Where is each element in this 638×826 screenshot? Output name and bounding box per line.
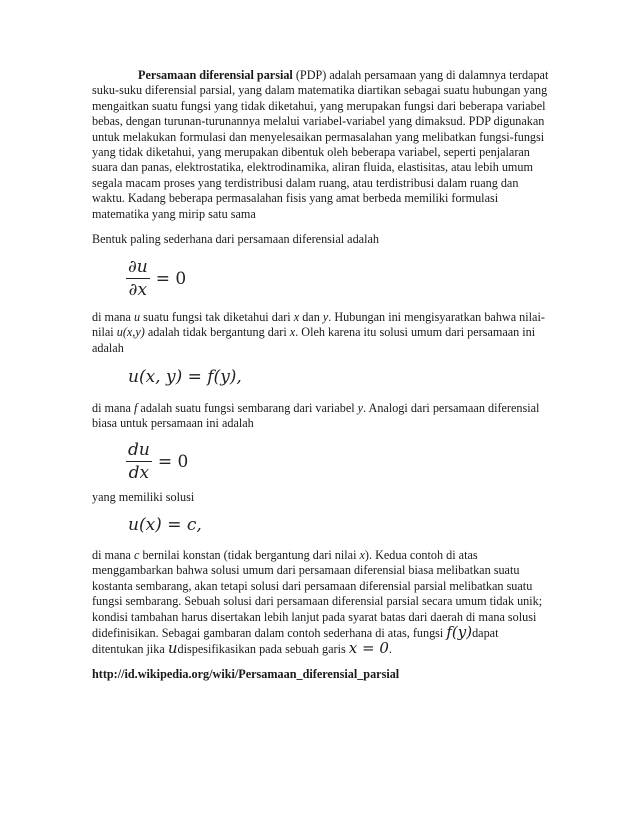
fraction-denominator: ∂x — [128, 280, 148, 300]
text-span: bernilai konstan (tidak bergantung dari nilai — [139, 548, 360, 562]
var-uxy: u(x,y) — [116, 325, 145, 340]
var-c: c — [133, 548, 140, 562]
paragraph-solution-intro: yang memiliki solusi — [92, 490, 195, 504]
inline-math-x0: x = 0 — [348, 639, 389, 658]
fraction-bar — [126, 278, 150, 279]
equation-ordinary-derivative — [126, 440, 188, 483]
text-span: ). Kedua contoh di atas menggambarkan bahwa solusi umum dari persamaan diferensial biasa melibatkan suatu kostanta sembarang, akan tetapi solusi dari persamaan diferensial parsial melibatkan suatu fungsi sembarang. Sebuah solusi dari persamaan diferensial parsial secara umum tidak unik; kondisi tambahan harus disertakan lebih lanjut pada syarat batas dari daerah di mana solusi didefinisikan. Sebagai gambaran dalam contoh sederhana di atas, fungsi — [92, 548, 543, 641]
text-span: dapat ditentukan jika — [92, 626, 499, 657]
paragraph-intro — [92, 68, 552, 222]
paragraph-explanation-3 — [92, 548, 552, 658]
text-span: di mana — [92, 310, 134, 324]
intro-text: (PDP) adalah persamaan yang di dalamnya terdapat suku-suku diferensial parsial, yang dalam matematika diartikan sebagai suatu hubungan yang mengaitkan suatu fungsi yang tidak diketahui, yang merupakan fungsi dari beberapa variabel bebas, dengan turunan-turunannya melalui variabel-variabel yang dimaksud. PDP digunakan untuk melakukan formulasi dan menyelesaikan permasalahan yang melibatkan fungsi-fungsi yang tidak diketahui, yang merupakan dibentuk oleh beberapa variabel, seperti penjalaran suara dan panas, elektrostatika, elektrodinamika, aliran fluida, elastisitas, atau lebih umum segala macam proses yang terdistribusi dalam ruang, atau terdistribusi dalam ruang dan waktu. Kadang beberapa permasalahan fisis yang amat berbeda memiliki formulasi matematika yang mirip satu sama — [92, 68, 549, 221]
var-x: x — [293, 310, 300, 324]
text-span: . Hubungan ini mengisyaratkan bahwa nilai-nilai — [92, 310, 545, 340]
text-span: dan — [299, 310, 323, 324]
var-u: u — [133, 310, 141, 324]
text-span: . Analogi dari persamaan diferensial biasa untuk persamaan ini adalah — [92, 401, 540, 431]
text-span: di mana — [92, 548, 134, 562]
text-span: . Oleh karena itu solusi umum dari persamaan ini adalah — [92, 325, 536, 355]
text-span: suatu fungsi tak diketahui dari — [140, 310, 294, 324]
var-f: f — [133, 401, 138, 415]
text-span: di mana — [92, 401, 134, 415]
equation-rhs: = 0 — [155, 268, 187, 289]
inline-math-fy: f(y) — [446, 623, 473, 642]
text-span: dispesifikasikan pada sebuah garis — [177, 642, 349, 657]
source-link[interactable]: http://id.wikipedia.org/wiki/Persamaan_diferensial_parsial — [92, 667, 400, 681]
equation-rhs: = 0 — [157, 451, 189, 472]
var-x: x — [359, 548, 365, 562]
equation-constant-solution: u(x) = c, — [128, 515, 202, 535]
fraction-numerator: du — [128, 440, 150, 460]
var-x: x — [289, 325, 296, 340]
text-span: . — [388, 642, 392, 657]
fraction-numerator: ∂u — [128, 257, 148, 277]
paragraph-explanation-1 — [92, 310, 552, 356]
fraction — [126, 440, 152, 483]
var-y: y — [357, 401, 364, 415]
paragraph-explanation-2 — [92, 401, 552, 432]
fraction-denominator: dx — [128, 463, 150, 483]
term-bold: Persamaan diferensial parsial — [138, 68, 293, 82]
inline-math-u: u — [167, 639, 178, 658]
var-y: y — [322, 310, 329, 324]
equation-partial-derivative — [126, 257, 186, 300]
paragraph-simplest-form: Bentuk paling sederhana dari persamaan diferensial adalah — [92, 232, 379, 246]
equation-general-solution: u(x, y) = f(y), — [128, 367, 242, 387]
fraction — [126, 257, 150, 300]
text-span: adalah tidak bergantung dari — [144, 325, 290, 340]
fraction-bar — [126, 461, 152, 462]
text-span: adalah suatu fungsi sembarang dari variabel — [137, 401, 358, 415]
